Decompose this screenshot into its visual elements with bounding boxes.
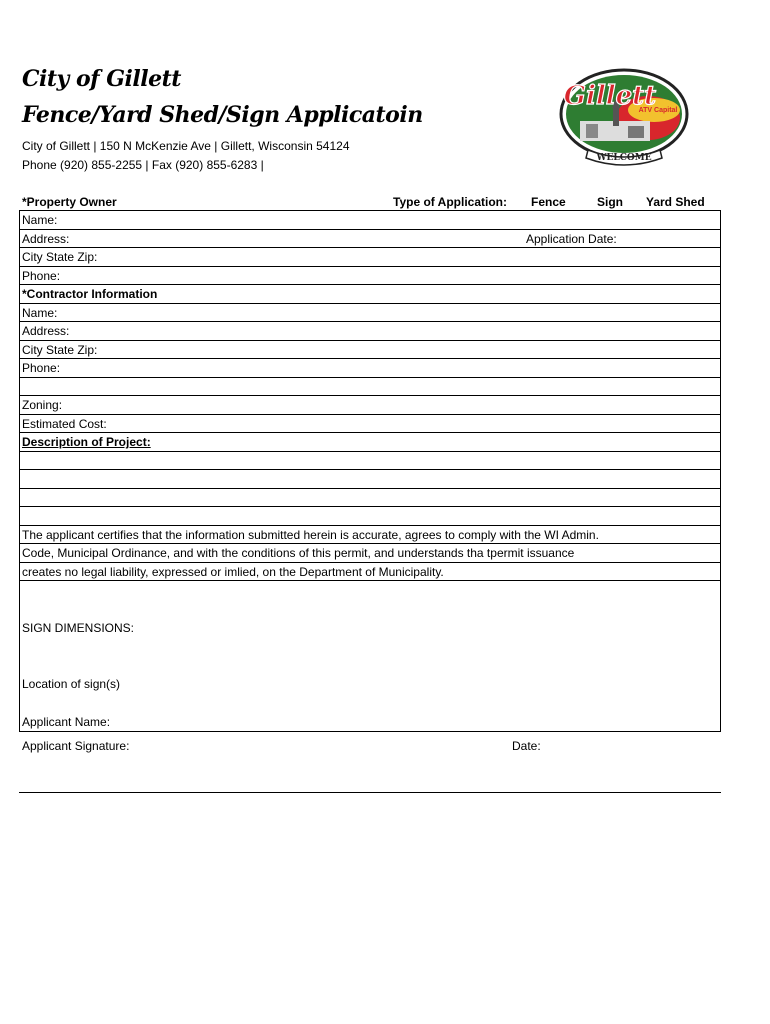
zoning-label: Zoning:	[22, 398, 63, 412]
address-line: City of Gillett | 150 N McKenzie Ave | Gillett, Wisconsin 54124	[22, 139, 350, 153]
description-line[interactable]	[20, 452, 720, 471]
option-yard-shed[interactable]: Yard Shed	[646, 195, 705, 209]
certification-text-2: Code, Municipal Ordinance, and with the conditions of this permit, and understands tha tpermit issuance	[22, 546, 575, 560]
form-title: Fence/Yard Shed/Sign Applicatoin	[22, 102, 423, 128]
certification-line	[20, 563, 720, 582]
contractor-address-row[interactable]	[20, 322, 720, 341]
applicant-name-label: Applicant Name:	[22, 715, 111, 729]
property-owner-heading: *Property Owner	[22, 195, 117, 209]
gillett-logo	[558, 66, 690, 168]
contractor-name-label: Name:	[22, 305, 58, 320]
contractor-phone-row[interactable]	[20, 359, 720, 378]
owner-phone-row[interactable]	[20, 267, 720, 286]
sign-location-label: Location of sign(s)	[22, 677, 121, 691]
option-fence[interactable]: Fence	[531, 195, 566, 209]
owner-address-row[interactable]	[20, 230, 720, 249]
owner-name-row[interactable]	[20, 211, 720, 230]
description-line[interactable]	[20, 470, 720, 489]
estimated-cost-row[interactable]	[20, 415, 720, 434]
owner-phone-label: Phone:	[22, 268, 61, 283]
signature-line[interactable]	[19, 792, 721, 793]
contractor-phone-label: Phone:	[22, 361, 61, 375]
contractor-address-label: Address:	[22, 324, 70, 338]
blank-row[interactable]	[20, 378, 720, 397]
applicant-signature-label: Applicant Signature:	[22, 739, 130, 753]
description-line[interactable]	[20, 507, 720, 526]
logo-text: Gillett	[563, 81, 657, 111]
certification-line	[20, 544, 720, 563]
owner-city-label: City State Zip:	[22, 250, 98, 264]
contractor-heading-row	[20, 285, 720, 304]
phone-line: Phone (920) 855-2255 | Fax (920) 855-6283 |	[22, 158, 264, 172]
logo-subtext: ATV Capital	[638, 107, 678, 114]
city-title: City of Gillett	[22, 66, 181, 92]
owner-address-label: Address:	[22, 231, 70, 246]
contractor-city-label: City State Zip:	[22, 342, 98, 357]
owner-name-label: Name:	[22, 213, 58, 227]
contractor-city-row[interactable]	[20, 341, 720, 360]
contractor-heading: *Contractor Information	[22, 287, 158, 301]
zoning-row[interactable]	[20, 396, 720, 415]
certification-line	[20, 526, 720, 545]
option-sign[interactable]: Sign	[597, 195, 623, 209]
sign-dimensions-label: SIGN DIMENSIONS:	[22, 621, 135, 635]
owner-city-row[interactable]	[20, 248, 720, 267]
logo-banner: WELCOME	[596, 153, 652, 163]
estimated-cost-label: Estimated Cost:	[22, 416, 107, 431]
certification-text-3: creates no legal liability, expressed or imlied, on the Department of Municipality.	[22, 564, 444, 579]
type-of-application-label: Type of Application:	[393, 195, 507, 209]
description-heading-row	[20, 433, 720, 452]
application-form	[19, 210, 721, 732]
application-date-label: Application Date:	[526, 231, 617, 246]
certification-text-1: The applicant certifies that the information submitted herein is accurate, agrees to comply with the WI Admin.	[22, 527, 599, 542]
date-label: Date:	[512, 739, 541, 753]
contractor-name-row[interactable]	[20, 304, 720, 323]
description-label: Description of Project:	[22, 435, 151, 449]
sign-details-box[interactable]	[20, 581, 720, 731]
description-line[interactable]	[20, 489, 720, 508]
